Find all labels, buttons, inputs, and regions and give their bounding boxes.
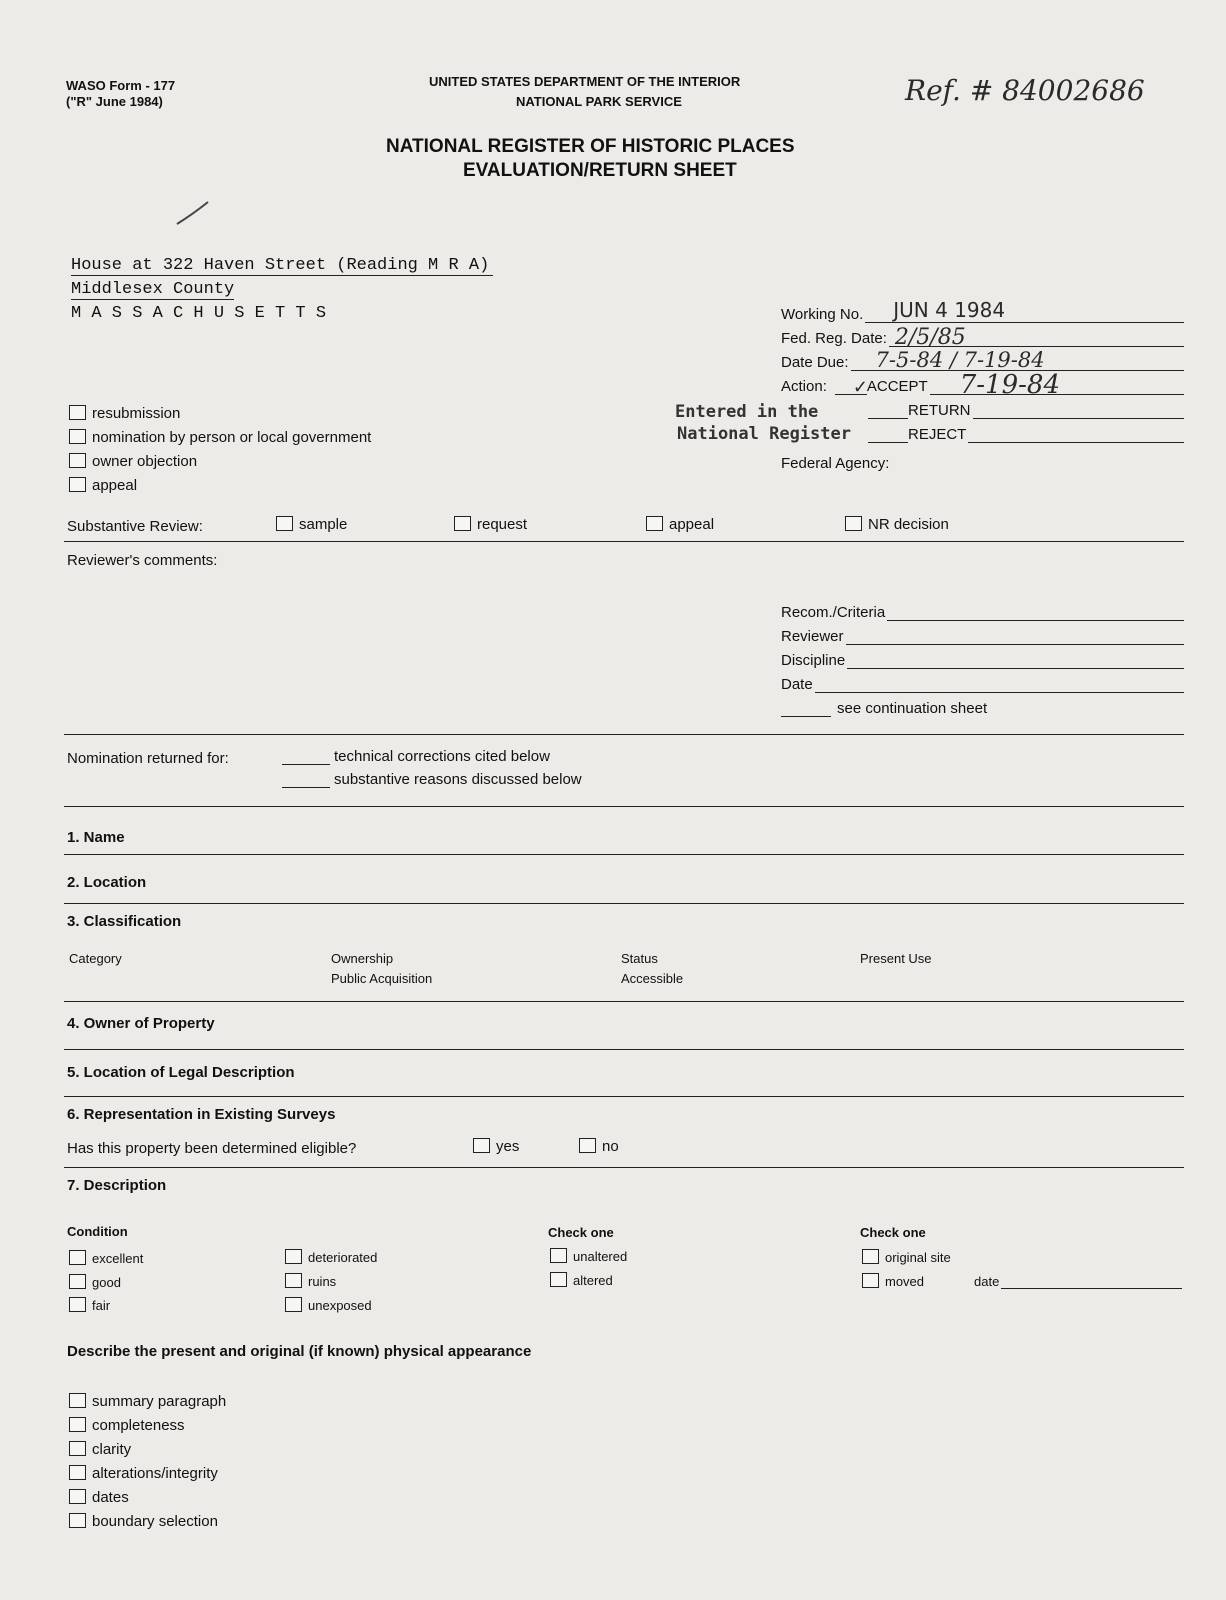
fed-reg-label: Fed. Reg. Date:: [781, 330, 887, 347]
property-name: House at 322 Haven Street (Reading M R A): [71, 256, 493, 276]
section-classification: 3. Classification: [67, 913, 182, 930]
checkbox-altered[interactable]: altered: [550, 1272, 613, 1289]
return-label: RETURN: [908, 402, 971, 419]
substantive-review-label: Substantive Review:: [67, 518, 203, 535]
accept-check-mark: ✓: [852, 377, 868, 398]
working-no-label: Working No.: [781, 306, 864, 323]
condition-label: Condition: [67, 1224, 128, 1239]
classification-category: Category: [69, 951, 122, 966]
reject-label: REJECT: [908, 426, 967, 443]
form-title-line2: EVALUATION/RETURN SHEET: [463, 160, 737, 181]
checkbox-review-appeal[interactable]: appeal: [646, 516, 714, 533]
checkbox-original-site[interactable]: original site: [862, 1249, 951, 1266]
classification-present-use: Present Use: [860, 951, 932, 966]
fed-reg-value: 2/5/85: [894, 325, 966, 350]
checkbox-nr-decision[interactable]: NR decision: [845, 516, 949, 533]
returned-for-label: Nomination returned for:: [67, 750, 229, 767]
checkbox-eligible-yes[interactable]: yes: [473, 1138, 519, 1155]
checkbox-unexposed[interactable]: unexposed: [285, 1297, 372, 1314]
checkbox-sample[interactable]: sample: [276, 516, 347, 533]
fed-reg-date-field[interactable]: [781, 325, 1184, 350]
checkbox-unaltered[interactable]: unaltered: [550, 1248, 627, 1265]
section-name: 1. Name: [67, 829, 125, 846]
accept-label: ACCEPT: [866, 378, 928, 395]
eligibility-question: Has this property been determined eligible?: [67, 1140, 357, 1157]
divider: [64, 1049, 1184, 1050]
working-no-value: JUN 4 1984: [893, 298, 1006, 322]
section-legal-description: 5. Location of Legal Description: [67, 1064, 295, 1081]
checkbox-resubmission[interactable]: resubmission: [69, 405, 180, 422]
checkbox-alterations-integrity[interactable]: alterations/integrity: [69, 1465, 218, 1482]
checkbox-ruins[interactable]: ruins: [285, 1273, 336, 1290]
date-due-field[interactable]: [781, 348, 1184, 372]
review-date-field[interactable]: Date: [781, 676, 1184, 693]
checkbox-good[interactable]: good: [69, 1274, 121, 1291]
discipline-field[interactable]: Discipline: [781, 652, 1184, 669]
classification-status: Status: [621, 951, 658, 966]
entered-stamp-line2: National Register: [677, 424, 851, 444]
property-county: Middlesex County: [71, 280, 235, 299]
section-location: 2. Location: [67, 874, 147, 891]
checkbox-appeal[interactable]: appeal: [69, 477, 137, 494]
classification-accessible: Accessible: [621, 971, 684, 986]
substantive-reasons-field[interactable]: substantive reasons discussed below: [282, 771, 582, 788]
section-existing-surveys: 6. Representation in Existing Surveys: [67, 1106, 336, 1123]
check-one-label-2: Check one: [860, 1225, 926, 1240]
pen-mark-icon: [175, 200, 211, 226]
checkbox-boundary-selection[interactable]: boundary selection: [69, 1513, 218, 1530]
checkbox-completeness[interactable]: completeness: [69, 1417, 185, 1434]
form-revision: ("R" June 1984): [66, 94, 163, 109]
appearance-label: Describe the present and original (if known) physical appearance: [67, 1343, 532, 1360]
return-field[interactable]: [868, 402, 1184, 419]
action-label: Action:: [781, 378, 827, 395]
form-title-line1: NATIONAL REGISTER OF HISTORIC PLACES: [386, 136, 795, 157]
divider: [64, 1096, 1184, 1097]
divider: [64, 806, 1184, 807]
reference-number-handwritten: Ref. # 84002686: [905, 74, 1145, 107]
property-state: M A S S A C H U S E T T S: [71, 304, 327, 323]
checkbox-excellent[interactable]: excellent: [69, 1250, 143, 1267]
date-due-label: Date Due:: [781, 354, 849, 371]
working-no-field[interactable]: [781, 298, 1184, 323]
continuation-sheet-field[interactable]: see continuation sheet: [781, 700, 987, 717]
form-id: WASO Form - 177: [66, 78, 176, 93]
date-due-value: 7-5-84 / 7-19-84: [875, 348, 1045, 372]
technical-corrections-field[interactable]: technical corrections cited below: [282, 748, 550, 765]
moved-date-field[interactable]: date: [974, 1272, 1182, 1289]
checkbox-nomination-by-person[interactable]: nomination by person or local government: [69, 429, 371, 446]
checkbox-request[interactable]: request: [454, 516, 527, 533]
checkbox-deteriorated[interactable]: deteriorated: [285, 1249, 377, 1266]
divider: [64, 734, 1184, 735]
accept-date: 7-19-84: [959, 370, 1060, 400]
checkbox-eligible-no[interactable]: no: [579, 1138, 619, 1155]
federal-agency-label: Federal Agency:: [781, 455, 890, 472]
classification-ownership: Ownership: [331, 951, 394, 966]
divider: [64, 541, 1184, 542]
entered-stamp-line1: Entered in the: [675, 402, 819, 422]
recom-criteria-field[interactable]: Recom./Criteria: [781, 604, 1184, 621]
reject-field[interactable]: [868, 426, 1184, 443]
reviewer-comments-label: Reviewer's comments:: [67, 552, 218, 569]
department-name: UNITED STATES DEPARTMENT OF THE INTERIOR: [429, 74, 741, 89]
action-accept-field[interactable]: [781, 370, 1184, 400]
checkbox-owner-objection[interactable]: owner objection: [69, 453, 197, 470]
divider: [64, 1167, 1184, 1168]
divider: [64, 854, 1184, 855]
divider: [64, 1001, 1184, 1002]
service-name: NATIONAL PARK SERVICE: [516, 94, 682, 109]
section-description: 7. Description: [67, 1177, 167, 1194]
classification-public-acquisition: Public Acquisition: [331, 971, 433, 986]
checkbox-fair[interactable]: fair: [69, 1297, 110, 1314]
reviewer-field[interactable]: Reviewer: [781, 628, 1184, 645]
check-one-label-1: Check one: [548, 1225, 614, 1240]
checkbox-clarity[interactable]: clarity: [69, 1441, 131, 1458]
checkbox-summary-paragraph[interactable]: summary paragraph: [69, 1393, 226, 1410]
checkbox-dates[interactable]: dates: [69, 1489, 129, 1506]
divider: [64, 903, 1184, 904]
checkbox-moved[interactable]: moved: [862, 1273, 924, 1290]
section-owner-of-property: 4. Owner of Property: [67, 1015, 215, 1032]
